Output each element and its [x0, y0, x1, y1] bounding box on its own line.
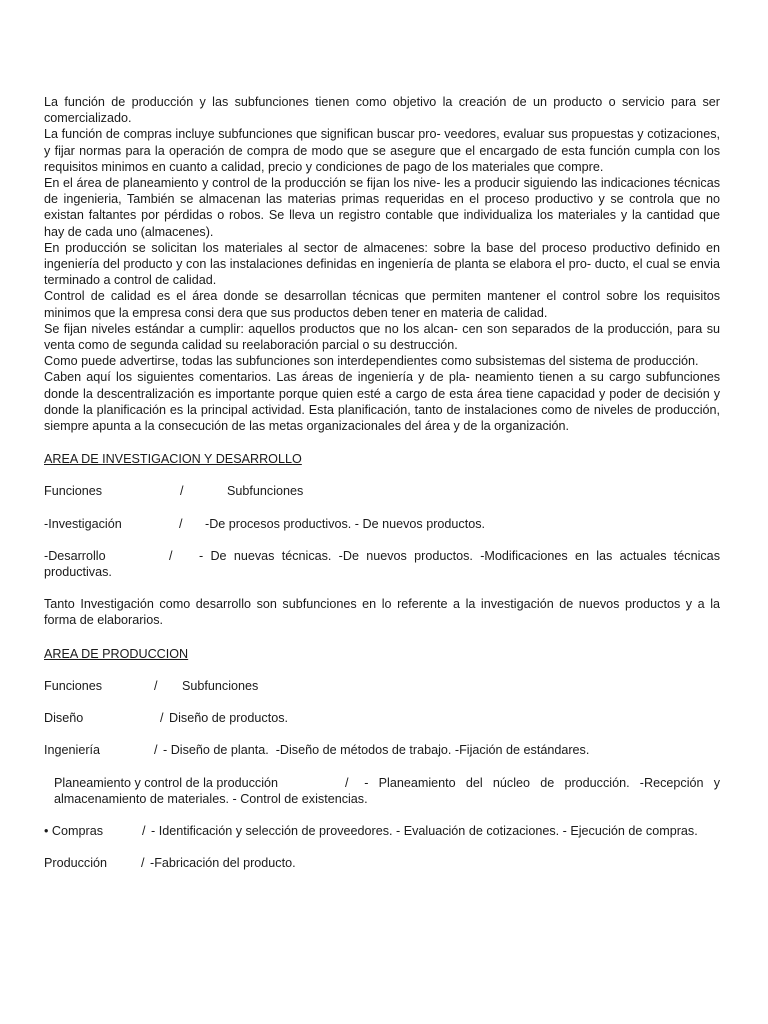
- table-row: [44, 855, 720, 871]
- subfunctions: - Identificación y selección de proveedores. - Evaluación de cotizaciones. - Ejecución de compras.: [151, 823, 698, 838]
- col-subfunctions-label: Subfunciones: [227, 484, 304, 499]
- function-name: • Compras: [44, 823, 103, 838]
- separator: /: [169, 548, 173, 563]
- table-header-row: [44, 678, 720, 694]
- separator: /: [154, 678, 158, 693]
- paragraph: La función de compras incluye subfunciones que significan buscar pro- veedores, evaluar sus propuestas y cotizaciones, y fijar normas para la operación de compra de modo que se asegure que el encargado de esta función cumpla con los requisitos minimos en cuanto a calidad, precio y condiciones de pago de los materiales que compre.: [44, 127, 720, 174]
- subfunctions: - Planeamiento del núcleo de producción. -Recepción y almacenamiento de materiales. - Control de existencias.: [54, 775, 721, 806]
- function-name: Ingeniería: [44, 743, 101, 758]
- separator: /: [160, 711, 164, 726]
- separator: /: [142, 823, 146, 838]
- intro-text: [44, 94, 720, 434]
- separator: /: [179, 516, 183, 531]
- section-heading-produccion: AREA DE PRODUCCION: [44, 646, 189, 661]
- separator: /: [345, 775, 349, 790]
- paragraph: En producción se solicitan los materiales al sector de almacenes: sobre la base del proceso productivo definido en ingeniería del producto y con las instalaciones definidas en ingeniería de planta se elabora el pro- ducto, el cual se envia terminado a control de calidad.: [44, 240, 720, 288]
- table-row: [44, 710, 720, 726]
- table-row: [44, 775, 720, 807]
- function-name: -Desarrollo: [44, 548, 106, 563]
- col-functions-label: Funciones: [44, 678, 103, 693]
- subfunctions: - De nuevas técnicas. -De nuevos productos. -Modificaciones en las actuales técnicas productivas.: [44, 548, 720, 580]
- function-name: Diseño: [44, 711, 84, 726]
- table-header-row: [44, 483, 720, 499]
- table-row: [44, 823, 720, 839]
- separator: /: [180, 484, 184, 499]
- paragraph: Se fijan niveles estándar a cumplir: aquellos productos que no los alcan- cen son separados de la producción, para su venta como de segunda calidad su reelaboración parcial o su destrucción.: [44, 321, 720, 353]
- function-name: Producción: [44, 856, 108, 871]
- table-row: [44, 516, 720, 532]
- paragraph: Control de calidad es el área donde se desarrollan técnicas que permiten mantener el control sobre los requisitos minimos que la empresa consi dera que sus productos deben tener en materia de calidad.: [44, 289, 720, 320]
- paragraph: En el área de planeamiento y control de la producción se fijan los nive- les a producir siguiendo las indicaciones técnicas de ingenieria, También se almacenan las materias primas requeridas en el proceso productivo y se controla que no existan faltantes por pérdidas o robos. Se lleva un registro contable que individualiza los materiales y la cantidad que hay de cada uno (almacenes).: [44, 176, 720, 239]
- col-functions-label: Funciones: [44, 484, 103, 499]
- paragraph: La función de producción y las subfunciones tienen como objetivo la creación de un producto o servicio para ser comercializado.: [44, 95, 720, 126]
- subfunctions: -Fabricación del producto.: [150, 856, 296, 871]
- note-paragraph: Tanto Investigación como desarrollo son subfunciones en lo referente a la investigación de nuevos productos y a la forma de elaborarios.: [44, 597, 720, 628]
- col-subfunctions-label: Subfunciones: [182, 678, 259, 693]
- function-name: -Investigación: [44, 516, 122, 531]
- separator: /: [154, 743, 158, 758]
- subfunctions: -De procesos productivos. - De nuevos productos.: [205, 516, 485, 531]
- paragraph: Caben aquí los siguientes comentarios. Las áreas de ingeniería y de pla- neamiento tienen a su cargo subfunciones donde la descentralización es importante porque quien esté a cargo de esta área tiene capacidad y poder de decisión y donde la planificación es la principal actividad. Esta planificación, tanto de instalaciones como de niveles de producción, siempre apunta a la consecución de las metas organizacionales del área y de la organización.: [44, 370, 720, 434]
- subfunctions: - Diseño de planta. -Diseño de métodos de trabajo. -Fijación de estándares.: [163, 743, 590, 758]
- table-row: [44, 548, 720, 580]
- subfunctions: Diseño de productos.: [169, 711, 289, 726]
- function-name: Planeamiento y control de la producción: [54, 775, 279, 790]
- section-heading-investigacion: AREA DE INVESTIGACION Y DESARROLLO: [44, 452, 302, 467]
- paragraph: Como puede advertirse, todas las subfunciones son interdependientes como subsistemas del sistema de producción.: [44, 354, 699, 369]
- table-row: [44, 742, 720, 758]
- separator: /: [141, 856, 145, 871]
